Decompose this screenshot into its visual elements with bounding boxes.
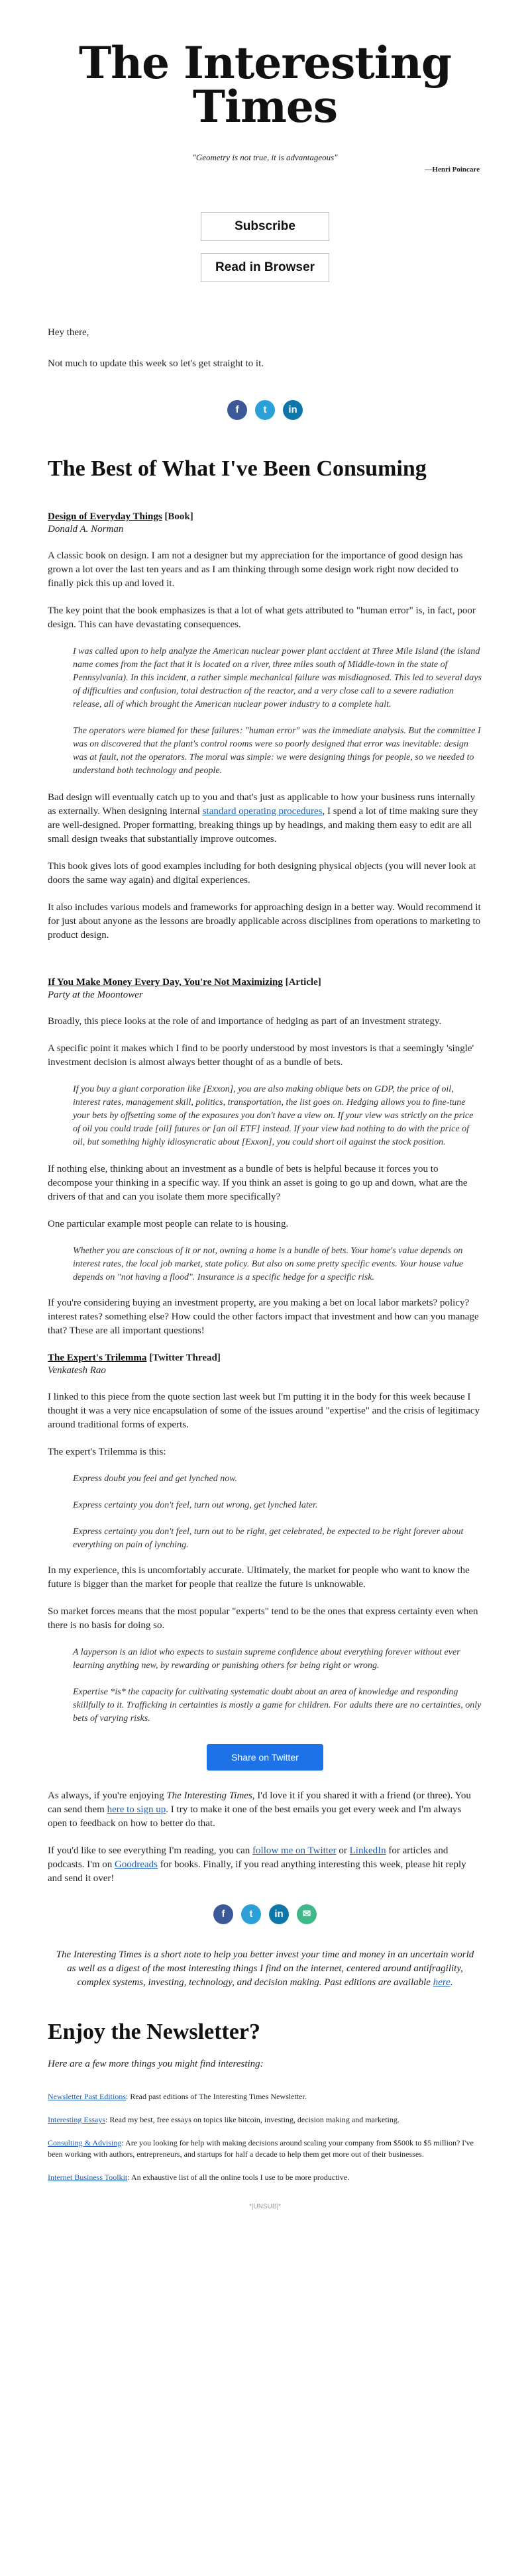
text-span: or	[336, 1845, 350, 1856]
read-in-browser-button[interactable]: Read in Browser	[201, 253, 329, 282]
block-quote: Express certainty you don't feel, turn out wrong, get lynched later.	[73, 1500, 318, 1510]
text-span: .	[450, 1977, 453, 1988]
list-item	[48, 2091, 482, 2102]
block-quote: I was called upon to help analyze the American nuclear power plant accident at Three Mile Island (the island name comes from the fact that it is located on a river, three miles south of Middle-town in the state of Pennsylvania). In this incident, a rather simple mechanical failure was misdiagnosed. This led to several days of difficulties and confusion, total destruction of the reactor, and a very close call to a severe radiation release, all of which brought the American nuclear power industry to a complete halt.	[73, 646, 482, 709]
sop-link[interactable]: standard operating procedures	[202, 806, 323, 817]
facebook-icon[interactable]: f	[227, 400, 247, 420]
link-description: : Are you looking for help with making decisions around scaling your company from $500k to $5 million? I've been working with authors, entrepreneurs, and startups for half a decade to help them get more out of their businesses.	[48, 2138, 474, 2159]
twitter-follow-link[interactable]: follow me on Twitter	[252, 1845, 337, 1856]
internet-business-toolkit-link[interactable]: Internet Business Toolkit	[48, 2173, 128, 2182]
paragraph	[48, 791, 482, 847]
paragraph: So market forces means that the most popular "experts" tend to be the ones that express certainty even when there is no basis for doing so.	[48, 1606, 478, 1631]
list-item	[48, 2138, 482, 2160]
text-span: If you'd like to see everything I'm reading, you can	[48, 1845, 253, 1856]
paragraph: A specific point it makes which I find to be poorly understood by most investors is that a seemingly 'single' investment decision is almost always better thought of as a bundle of bets.	[48, 1043, 474, 1068]
more-links-list	[48, 2091, 482, 2183]
block-quote: Expertise *is* the capacity for cultivating systematic doubt about an area of knowledge and responding skillfully to it. Trafficking in certainties is mostly a game for children. For adults there are no certainties, only bets of varying risks.	[73, 1687, 482, 1724]
item-author: Venkatesh Rao	[48, 1365, 106, 1376]
newsletter-name: The Interesting Times	[166, 1790, 252, 1801]
paragraph: A classic book on design. I am not a designer but my appreciation for the importance of good design has grown a lot over the last ten years and as I am thinking through some design work right now decided to finally pick this up and loved it.	[48, 550, 463, 589]
consulting-advising-link[interactable]: Consulting & Advising	[48, 2138, 122, 2147]
text-span: As always, if you're enjoying	[48, 1790, 167, 1801]
item-author: Party at the Moontower	[48, 990, 143, 1000]
item-kind: [Twitter Thread]	[149, 1353, 221, 1363]
block-quote: Express certainty you don't feel, turn out to be right, get celebrated, be expected to be right forever about everything on pain of lynching.	[73, 1527, 464, 1550]
goodreads-link[interactable]: Goodreads	[115, 1859, 158, 1870]
facebook-icon[interactable]: f	[213, 1904, 233, 1924]
item-title-link[interactable]: The Expert's Trilemma	[48, 1353, 147, 1363]
paragraph: If you're considering buying an investment property, are you making a bet on local labor markets? policy? interest rates? something else? How could the other factors impact that investment and how can you manage that? These are all important questions!	[48, 1298, 479, 1336]
twitter-icon[interactable]: t	[255, 400, 275, 420]
paragraph: I linked to this piece from the quote section last week but I'm putting it in the body for this week because I thought it was a very nice encapsulation of some of the issues around "expertise" and the crisis of legitimacy around traditional forms of experts.	[48, 1392, 480, 1430]
subscribe-button[interactable]: Subscribe	[201, 212, 329, 241]
text-span: for articles and podcasts. I'm on	[48, 1845, 449, 1870]
tagline-quote: "Geometry is not true, it is advantageous"	[192, 152, 338, 162]
item-kind: [Book]	[164, 511, 193, 522]
linkedin-icon[interactable]: in	[283, 400, 303, 420]
list-item	[48, 2114, 482, 2126]
text-span: Bad design will eventually catch up to you and that's just as applicable to how your business runs internally as externally. When designing internal	[48, 792, 476, 817]
block-quote: Whether you are conscious of it or not, owning a home is a bundle of bets. Your home's value depends on interest rates, the local job market, state policy. But also on some pretty specific events. Your house value depends on "not having a flood". Insurance is a specific hedge for a specific risk.	[73, 1246, 464, 1282]
linkedin-icon[interactable]: in	[269, 1904, 289, 1924]
item-kind: [Article]	[285, 977, 321, 988]
paragraph: It also includes various models and frameworks for approaching design in a better way. Would recommend it for just about anyone as the lessons are broadly applicable across disciplines from operations to marketing to product design.	[48, 902, 481, 941]
item-author: Donald A. Norman	[48, 524, 124, 535]
enjoy-subtitle: Here are a few more things you might find interesting:	[48, 2059, 264, 2069]
block-quote: Express doubt you feel and get lynched now.	[73, 1474, 238, 1484]
closing-paragraph	[48, 1844, 482, 1886]
social-share-row	[48, 400, 482, 421]
link-description: : Read past editions of The Interesting Times Newsletter.	[125, 2092, 307, 2101]
paragraph: If nothing else, thinking about an investment as a bundle of bets is helpful because it forces you to decompose your thinking in a specific way. If you think an asset is going to go up and down, what are the drivers of that and can you isolate them more specifically?	[48, 1164, 468, 1202]
closing-paragraph	[48, 1789, 482, 1831]
paragraph: Broadly, this piece looks at the role of and importance of hedging as part of an investment strategy.	[48, 1016, 442, 1027]
paragraph: One particular example most people can relate to is housing.	[48, 1219, 289, 1229]
section-title: The Best of What I've Been Consuming	[48, 456, 427, 481]
social-share-row-bottom	[48, 1904, 482, 1926]
block-quote: If you buy a giant corporation like [Exxon], you are also making oblique bets on GDP, the price of oil, interest rates, management skill, politics, transportation, the list goes on. Hedging allows you to fine-tune your bets by offsetting some of the exposures you don't have a view on. If your view was strictly on the price of oil you could trade [oil] futures or [an oil ETF] instead. If your view had nothing to do with the price of oil, but something highly idiosyncratic about [Exxon], you could short oil against the stock position.	[73, 1084, 474, 1147]
masthead	[48, 0, 482, 132]
item-heading	[48, 1353, 482, 1364]
tagline-attribution: —Henri Poincare	[425, 166, 480, 174]
paragraph: The key point that the book emphasizes is that a lot of what gets attributed to "human error" is, in fact, poor design. This can have devastating consequences.	[48, 605, 476, 630]
newsletter-title: The Interesting Times	[78, 37, 452, 132]
signup-link[interactable]: here to sign up	[107, 1804, 166, 1815]
list-item	[48, 2172, 482, 2183]
unsubscribe-link[interactable]: *|UNSUB|*	[249, 2203, 281, 2210]
text-span: The Interesting Times is a short note to help you better invest your time and money in an uncertain world as well as a digest of the most interesting things I find on the internet, centered around antifragility, complex systems, investing, technology, and decision making. Past editions are available	[56, 1949, 474, 1988]
intro-text: Not much to update this week so let's get straight to it.	[48, 358, 264, 369]
item-heading	[48, 511, 482, 523]
item-heading	[48, 977, 482, 988]
twitter-icon[interactable]: t	[241, 1904, 261, 1924]
paragraph: This book gives lots of good examples including for both designing physical objects (you will never look at doors the same way again) and digital experiences.	[48, 861, 476, 886]
link-description: : An exhaustive list of all the online tools I use to be more productive.	[127, 2173, 350, 2182]
email-icon[interactable]: ✉	[297, 1904, 317, 1924]
text-span: . I try to make it one of the best emails you get every week and I'm always open to feedback on how to better do that.	[48, 1804, 462, 1829]
block-quote: A layperson is an idiot who expects to sustain supreme confidence about everything forever without ever learning anything new, by rewarding or punishing others for being right or wrong.	[73, 1647, 460, 1671]
paragraph: The expert's Trilemma is this:	[48, 1447, 166, 1457]
past-editions-link[interactable]: here	[433, 1977, 450, 1988]
greeting: Hey there,	[48, 327, 89, 338]
paragraph: In my experience, this is uncomfortably accurate. Ultimately, the market for people who want to know the future is bigger than the market for people that realize the future is unknowable.	[48, 1565, 470, 1590]
link-description: : Read my best, free essays on topics like bitcoin, investing, decision making and marketing.	[105, 2115, 399, 2124]
item-title-link[interactable]: If You Make Money Every Day, You're Not Maximizing	[48, 977, 283, 988]
interesting-essays-link[interactable]: Interesting Essays	[48, 2115, 105, 2124]
newsletter-past-editions-link[interactable]: Newsletter Past Editions	[48, 2092, 126, 2101]
text-span: , I'd love it if you shared it with a friend (or three). You can send them	[48, 1790, 471, 1815]
enjoy-title: Enjoy the Newsletter?	[48, 2020, 261, 2044]
newsletter	[48, 0, 482, 2210]
linkedin-link[interactable]: LinkedIn	[349, 1845, 386, 1856]
share-on-twitter-button[interactable]: Share on Twitter	[207, 1744, 323, 1771]
text-span: , I spend a lot of time making sure they are well-designed. Proper formatting, breaking things up by headings, and making them easy to edit are all small design tweaks that substantially improve outcomes.	[48, 806, 478, 845]
block-quote: The operators were blamed for these failures: "human error" was the immediate analysis. But the committee I was on discovered that the plant's control rooms were so poorly designed that error was inevitable: design was at fault, not the operators. The moral was simple: we were designing things for people, so we needed to understand both technology and people.	[73, 726, 481, 776]
text-span: for books. Finally, if you read anything interesting this week, please hit reply and send it over!	[48, 1859, 466, 1884]
newsletter-description	[48, 1948, 482, 1990]
item-title-link[interactable]: Design of Everyday Things	[48, 511, 162, 522]
